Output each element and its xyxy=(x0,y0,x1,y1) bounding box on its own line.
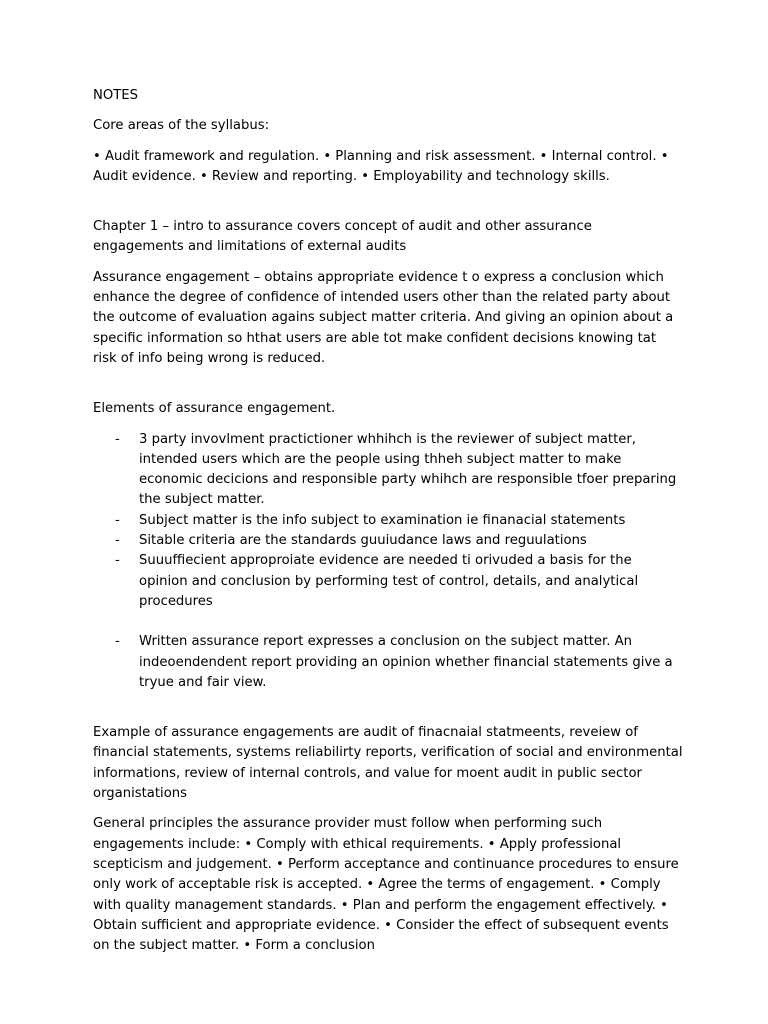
list-item-text: Subject matter is the info subject to examination ie finanacial statements xyxy=(139,512,626,528)
spacer xyxy=(93,379,683,399)
elements-heading: Elements of assurance engagement. xyxy=(93,401,336,417)
examples-paragraph: Example of assurance engagements are audit of finacnaial statmeents, reveiew of financial statements, systems reliabilirty reports, verification of social and environmental informations, review of internal controls, and value for moent audit in public sector organistations xyxy=(93,725,683,802)
list-item xyxy=(93,531,683,551)
dash-bullet: - xyxy=(115,634,120,650)
spacer xyxy=(93,197,683,217)
list-item-text: Suuuffiecient approproiate evidence are needed ti orivuded a basis for the opinion and conclusion by performing test of control, details, and analytical procedures xyxy=(139,553,639,609)
list-item xyxy=(93,430,683,511)
elements-list xyxy=(93,430,683,694)
chapter-heading: Chapter 1 – intro to assurance covers concept of audit and other assurance engagements and limitations of external audits xyxy=(93,219,592,255)
document-body xyxy=(93,86,683,966)
core-areas-text: • Audit framework and regulation. • Planning and risk assessment. • Internal control. • Audit evidence. • Review and reporting. • Employability and technology skills. xyxy=(93,148,669,184)
list-item xyxy=(93,551,683,612)
dash-bullet: - xyxy=(115,553,120,569)
dash-bullet: - xyxy=(115,512,120,528)
dash-bullet: - xyxy=(115,533,120,549)
list-item-text: 3 party invovlment practictioner whhihch is the reviewer of subject matter, intended users which are the people using thheh subject matter to make economic decicions and responsible party whihch are responsible tfoer preparing the subject matter. xyxy=(139,431,677,508)
spacer xyxy=(93,703,683,723)
document-title: NOTES xyxy=(93,88,139,103)
dash-bullet: - xyxy=(115,431,120,447)
principles-paragraph: General principles the assurance provider must follow when performing such engagements include: • Comply with ethical requirements. • Apply professional scepticism and judgement. • Perform acceptance and continuance procedures to ensure only work of acceptable risk is accepted. • Agree the terms of engagement. • Comply with quality management standards. • Plan and perform the engagement effectively. • Obtain sufficient and appropriate evidence. • Consider the effect of subsequent events on the subject matter. • Form a conclusion xyxy=(93,816,679,954)
list-item-text: Sitable criteria are the standards guuiudance laws and reguulations xyxy=(139,533,587,549)
list-item xyxy=(93,632,683,693)
assurance-definition: Assurance engagement – obtains appropriate evidence t o express a conclusion which enhance the degree of confidence of intended users other than the related party about the outcome of evaluation agains subject matter criteria. And giving an opinion about a specific information so hthat users are able tot make confident decisions knowing tat risk of info being wrong is reduced. xyxy=(93,269,674,366)
list-item xyxy=(93,511,683,531)
core-areas-heading: Core areas of the syllabus: xyxy=(93,118,270,134)
list-item-text: Written assurance report expresses a conclusion on the subject matter. An indeoendendent report providing an opinion whether financial statements give a tryue and fair view. xyxy=(139,634,673,690)
